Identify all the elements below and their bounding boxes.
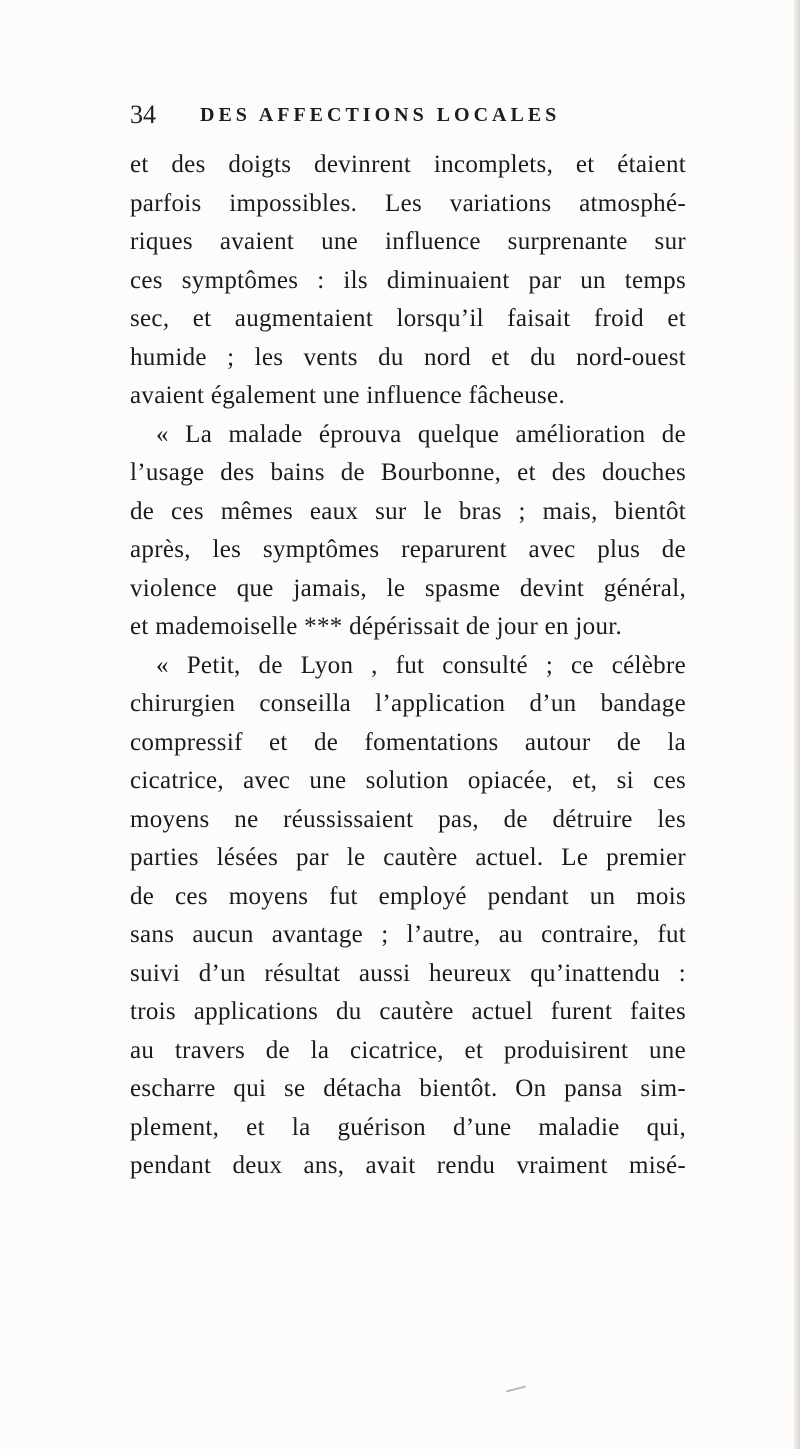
text-line: parties lésées par le cautère actuel. Le premier	[130, 844, 686, 871]
body-text	[130, 146, 686, 1186]
text-line: riques avaient une influence surprenante sur	[130, 228, 686, 255]
text-line: avaient également une influence fâcheuse.	[130, 382, 565, 409]
text-line: et des doigts devinrent incomplets, et étaient	[130, 151, 686, 178]
running-title: DES AFFECTIONS LOCALES	[200, 104, 561, 126]
text-line: sec, et augmentaient lorsqu’il faisait froid et	[130, 305, 686, 332]
text-line: ces symptômes : ils diminuaient par un temps	[130, 266, 686, 294]
text-line: « La malade éprouva quelque amélioration de	[156, 420, 686, 448]
text-line: l’usage des bains de Bourbonne, et des douches	[130, 459, 686, 486]
text-line: de ces moyens fut employé pendant un mois	[130, 882, 686, 910]
ink-speck	[506, 1386, 526, 1393]
running-header	[130, 100, 690, 130]
text-line: parfois impossibles. Les variations atmosphé-	[130, 189, 686, 217]
text-line: humide ; les vents du nord et du nord-ouest	[130, 343, 686, 371]
text-line: « Petit, de Lyon , fut consulté ; ce célèbre	[156, 651, 686, 679]
page-edge-shadow	[794, 0, 800, 1449]
text-line: et mademoiselle *** dépérissait de jour en jour.	[130, 613, 623, 640]
text-line: de ces mêmes eaux sur le bras ; mais, bientôt	[130, 497, 686, 525]
text-line: après, les symptômes reparurent avec plus de	[130, 536, 686, 563]
text-line: suivi d’un résultat aussi heureux qu’inattendu :	[130, 959, 686, 987]
text-line: pendant deux ans, avait rendu vraiment misé-	[130, 1152, 686, 1179]
text-line: trois applications du cautère actuel furent faites	[130, 998, 686, 1025]
text-line: plement, et la guérison d’une maladie qui,	[130, 1113, 686, 1141]
text-line: sans aucun avantage ; l’autre, au contraire, fut	[130, 921, 686, 948]
text-line: chirurgien conseilla l’application d’un bandage	[130, 690, 686, 717]
text-line: compressif et de fomentations autour de la	[130, 728, 686, 756]
page-number: 34	[130, 100, 156, 129]
text-line: escharre qui se détacha bientôt. On pansa sim-	[130, 1075, 686, 1102]
text-line: moyens ne réussissaient pas, de détruire les	[130, 805, 686, 833]
text-line: violence que jamais, le spasme devint général,	[130, 574, 686, 602]
text-line: cicatrice, avec une solution opiacée, et, si ces	[130, 767, 686, 794]
text-line: au travers de la cicatrice, et produisirent une	[130, 1036, 686, 1064]
